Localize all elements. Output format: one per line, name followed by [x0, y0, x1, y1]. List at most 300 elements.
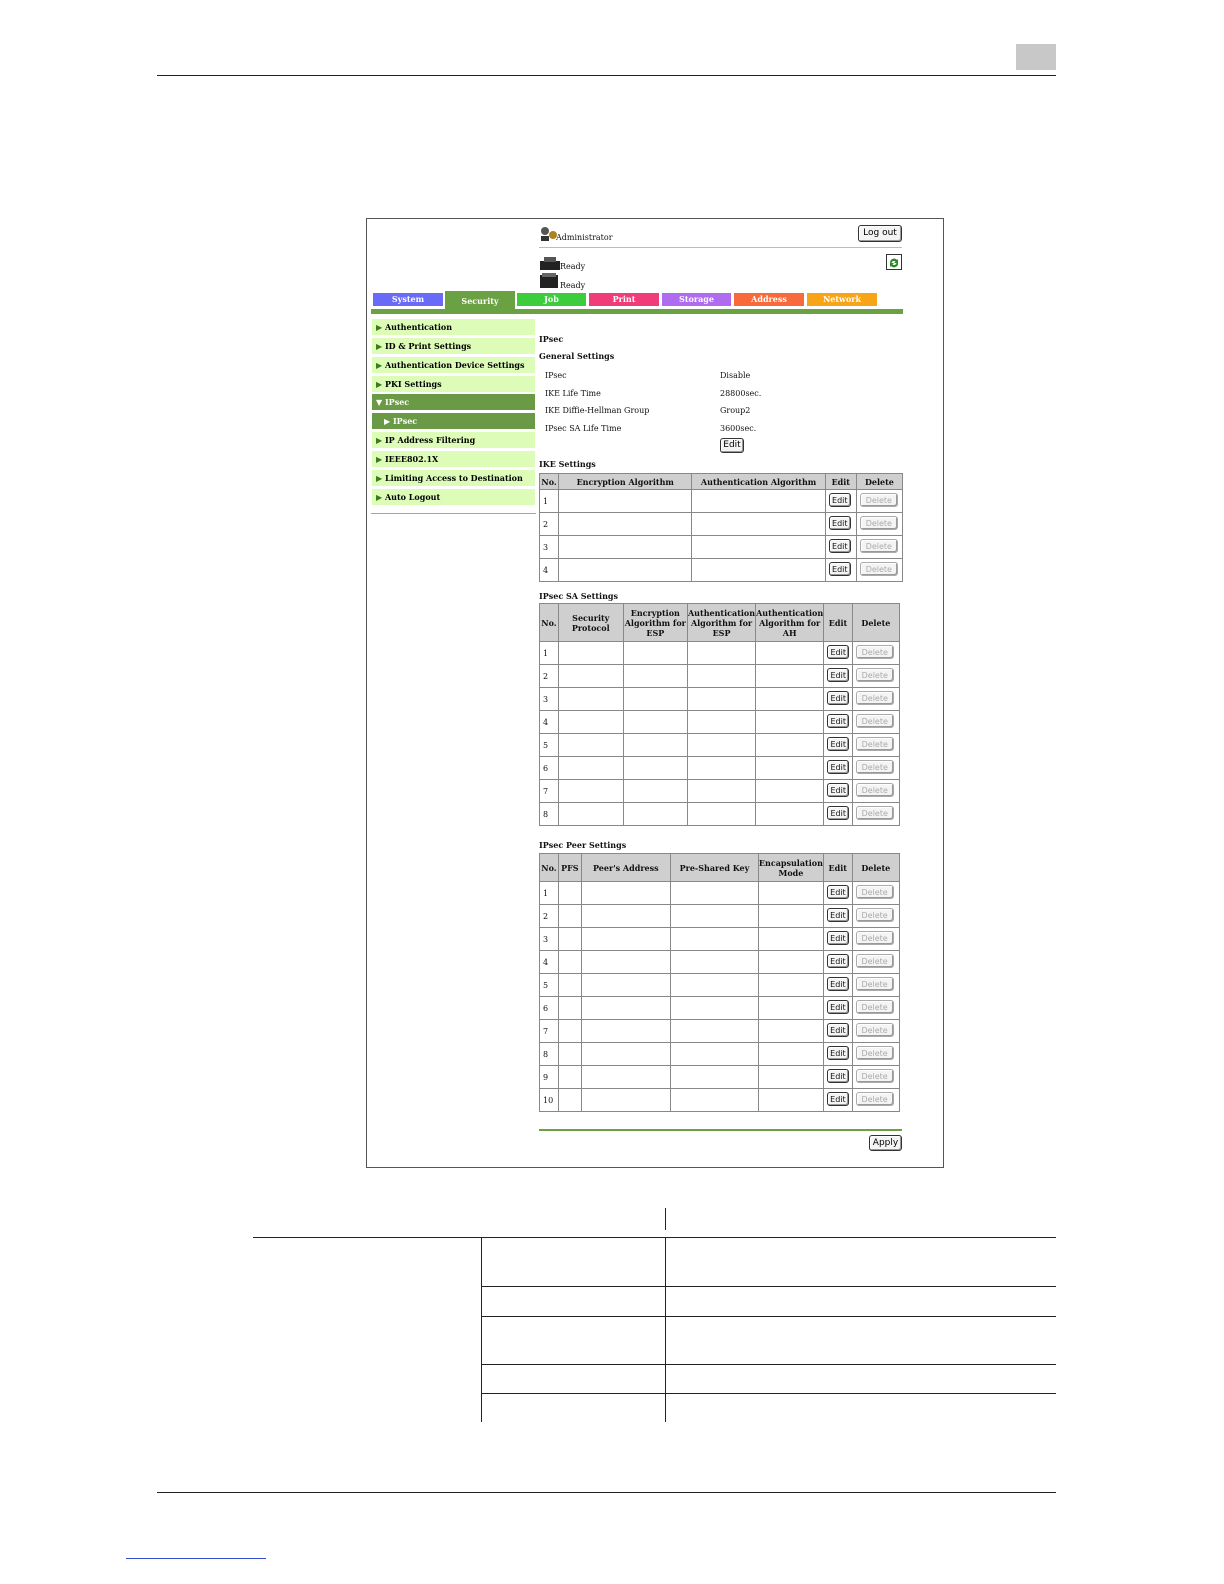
row-number: 3 [540, 928, 559, 951]
delete-cell [852, 1043, 899, 1066]
sidebar-item-label: IPsec [384, 397, 410, 407]
row-delete-button[interactable]: Delete [856, 714, 894, 728]
table-cell [756, 711, 824, 734]
general-settings-heading: General Settings [539, 351, 615, 361]
row-number: 6 [540, 757, 559, 780]
table-cell [687, 665, 755, 688]
ike-col-authentication: Authentication Algorithm [692, 474, 825, 490]
general-label-dh-group: IKE Diffie-Hellman Group [545, 406, 650, 415]
table-cell [558, 1043, 581, 1066]
row-delete-button[interactable]: Delete [860, 539, 898, 553]
table-cell [558, 928, 581, 951]
table-cell [756, 642, 824, 665]
triangle-right-icon: ▶ [376, 473, 385, 483]
delete-cell [852, 928, 899, 951]
table-row [540, 803, 900, 826]
row-number: 7 [540, 780, 559, 803]
table-row [540, 757, 900, 780]
edit-cell [825, 536, 856, 559]
table-row [540, 688, 900, 711]
row-delete-button[interactable]: Delete [860, 516, 898, 530]
table-cell [623, 757, 687, 780]
table-cell [558, 997, 581, 1020]
delete-cell [852, 905, 899, 928]
delete-cell [852, 1089, 899, 1112]
delete-cell [852, 665, 899, 688]
table-cell [758, 1089, 823, 1112]
table-cell [758, 905, 823, 928]
row-number: 3 [540, 688, 559, 711]
edit-cell [823, 1089, 852, 1112]
sidebar-item[interactable] [372, 470, 535, 486]
sidebar-item[interactable] [372, 319, 535, 335]
ike-settings-table [539, 473, 903, 582]
sidebar-bottom-rule [371, 513, 536, 514]
row-edit-button[interactable]: Edit [827, 954, 849, 968]
table-cell [558, 1066, 581, 1089]
table-row [540, 780, 900, 803]
refresh-icon[interactable] [886, 254, 902, 270]
table-cell [687, 688, 755, 711]
edit-cell [824, 642, 853, 665]
triangle-down-icon: ▼ [376, 397, 385, 407]
row-delete-button[interactable]: Delete [856, 977, 894, 991]
row-number: 3 [540, 536, 559, 559]
delete-cell [852, 974, 899, 997]
row-number: 8 [540, 803, 559, 826]
tab-print[interactable]: Print [589, 293, 659, 306]
table-cell [558, 882, 581, 905]
row-edit-button[interactable]: Edit [827, 908, 849, 922]
row-delete-button[interactable]: Delete [856, 1000, 894, 1014]
sidebar-item[interactable] [372, 432, 535, 448]
scanner-status: Ready [560, 281, 586, 290]
delete-cell [852, 711, 899, 734]
delete-cell [852, 951, 899, 974]
table-cell [623, 803, 687, 826]
ike-col-no: No. [540, 474, 559, 490]
edit-cell [824, 688, 853, 711]
row-edit-button[interactable]: Edit [827, 1046, 849, 1060]
table-cell [558, 1020, 581, 1043]
table-cell [623, 711, 687, 734]
row-delete-button[interactable]: Delete [856, 668, 894, 682]
table-cell [687, 803, 755, 826]
table-row [540, 642, 900, 665]
row-edit-button[interactable]: Edit [829, 516, 851, 530]
table-cell [687, 642, 755, 665]
manual-table-rule-4 [481, 1364, 1056, 1365]
table-cell [670, 1089, 758, 1112]
general-label-ike-life: IKE Life Time [545, 389, 601, 398]
user-label: Administrator [556, 233, 613, 242]
row-number: 6 [540, 997, 559, 1020]
general-edit-button[interactable]: Edit [720, 438, 744, 453]
row-delete-button[interactable]: Delete [860, 562, 898, 576]
tab-network[interactable]: Network [807, 293, 877, 306]
row-edit-button[interactable]: Edit [827, 931, 849, 945]
sidebar-item-label: Authentication Device Settings [384, 360, 525, 370]
table-cell [581, 1089, 670, 1112]
table-cell [581, 882, 670, 905]
footer-link-underline[interactable] [126, 1558, 266, 1559]
tab-address[interactable]: Address [734, 293, 804, 306]
table-cell [558, 711, 623, 734]
table-row [540, 882, 900, 905]
edit-cell [824, 757, 853, 780]
table-cell [581, 1020, 670, 1043]
row-number: 4 [540, 951, 559, 974]
edit-cell [824, 803, 853, 826]
manual-table-rule-1 [253, 1237, 1056, 1238]
general-value-sa-life: 3600sec. [720, 424, 757, 433]
table-row [540, 711, 900, 734]
sidebar-item[interactable] [372, 338, 535, 354]
table-cell [581, 905, 670, 928]
edit-cell [825, 490, 856, 513]
table-row [540, 1089, 900, 1112]
table-cell [758, 974, 823, 997]
scanner-icon [539, 273, 561, 289]
ike-col-delete: Delete [856, 474, 902, 490]
peer-col-psk: Pre-Shared Key [670, 854, 758, 882]
ike-col-edit: Edit [825, 474, 856, 490]
peer-col-edit: Edit [823, 854, 852, 882]
row-delete-button[interactable]: Delete [856, 885, 894, 899]
ike-col-encryption: Encryption Algorithm [559, 474, 692, 490]
delete-cell [852, 1020, 899, 1043]
printer-status: Ready [560, 262, 586, 271]
table-cell [558, 1089, 581, 1112]
table-cell [670, 905, 758, 928]
table-row [540, 1066, 900, 1089]
row-edit-button[interactable]: Edit [827, 1092, 849, 1106]
row-delete-button[interactable]: Delete [856, 1092, 894, 1106]
table-cell [581, 951, 670, 974]
table-row [540, 951, 900, 974]
table-cell [692, 536, 825, 559]
row-edit-button[interactable]: Edit [827, 668, 849, 682]
delete-cell [856, 536, 902, 559]
table-cell [758, 1043, 823, 1066]
table-cell [559, 490, 692, 513]
table-cell [670, 974, 758, 997]
row-edit-button[interactable]: Edit [827, 1023, 849, 1037]
table-cell [623, 665, 687, 688]
sidebar-item[interactable] [372, 451, 535, 467]
table-cell [581, 928, 670, 951]
row-delete-button[interactable]: Delete [856, 760, 894, 774]
sa-col-delete: Delete [852, 604, 899, 642]
manual-table-col-rule-2 [665, 1237, 666, 1422]
row-number: 2 [540, 513, 559, 536]
row-delete-button[interactable]: Delete [856, 1046, 894, 1060]
header-divider [539, 247, 902, 248]
table-cell [756, 803, 824, 826]
table-cell [581, 997, 670, 1020]
triangle-right-icon: ▶ [376, 379, 385, 389]
ike-settings-heading: IKE Settings [539, 459, 596, 469]
table-cell [670, 1020, 758, 1043]
manual-table-rule-3 [481, 1316, 1056, 1317]
row-number: 2 [540, 665, 559, 688]
table-cell [670, 951, 758, 974]
row-number: 4 [540, 711, 559, 734]
edit-cell [824, 665, 853, 688]
delete-cell [852, 757, 899, 780]
table-cell [692, 513, 825, 536]
row-edit-button[interactable]: Edit [827, 885, 849, 899]
table-cell [558, 951, 581, 974]
delete-cell [856, 490, 902, 513]
footer-rule [157, 1492, 1056, 1493]
table-cell [756, 688, 824, 711]
row-edit-button[interactable]: Edit [827, 977, 849, 991]
peer-col-pfs: PFS [558, 854, 581, 882]
table-row [540, 974, 900, 997]
table-cell [670, 997, 758, 1020]
row-number: 4 [540, 559, 559, 582]
sidebar-item[interactable] [372, 489, 535, 505]
sidebar-item-label: Limiting Access to Destination [384, 473, 523, 483]
table-row [540, 513, 903, 536]
table-cell [670, 1043, 758, 1066]
sidebar-item-label: IEEE802.1X [384, 454, 439, 464]
sidebar-item[interactable] [372, 394, 535, 410]
row-edit-button[interactable]: Edit [827, 806, 849, 820]
manual-table-header-divider [665, 1208, 666, 1230]
edit-cell [824, 734, 853, 757]
table-cell [758, 882, 823, 905]
table-cell [692, 559, 825, 582]
footer-divider [539, 1129, 902, 1131]
peer-col-no: No. [540, 854, 559, 882]
table-cell [756, 734, 824, 757]
tab-underline-bar [371, 309, 903, 314]
triangle-right-icon: ▶ [376, 341, 385, 351]
table-cell [558, 780, 623, 803]
row-delete-button[interactable]: Delete [856, 931, 894, 945]
row-edit-button[interactable]: Edit [829, 562, 851, 576]
row-number: 1 [540, 490, 559, 513]
tab-job[interactable]: Job [517, 293, 586, 306]
row-number: 10 [540, 1089, 559, 1112]
table-cell [692, 490, 825, 513]
delete-cell [852, 997, 899, 1020]
delete-cell [852, 734, 899, 757]
table-cell [623, 688, 687, 711]
sa-col-edit: Edit [824, 604, 853, 642]
edit-cell [825, 513, 856, 536]
edit-cell [823, 882, 852, 905]
delete-cell [852, 780, 899, 803]
sidebar-item-label: IP Address Filtering [384, 435, 476, 445]
table-cell [623, 780, 687, 803]
row-edit-button[interactable]: Edit [827, 1069, 849, 1083]
triangle-right-icon: ▶ [376, 492, 385, 502]
general-label-ipsec: IPsec [545, 371, 567, 380]
table-cell [558, 642, 623, 665]
row-edit-button[interactable]: Edit [827, 783, 849, 797]
triangle-right-icon: ▶ [376, 322, 385, 332]
table-row [540, 536, 903, 559]
edit-cell [823, 974, 852, 997]
table-cell [758, 928, 823, 951]
row-edit-button[interactable]: Edit [827, 645, 849, 659]
row-delete-button[interactable]: Delete [856, 645, 894, 659]
peer-col-encap: Encapsulation Mode [758, 854, 823, 882]
row-number: 2 [540, 905, 559, 928]
sidebar-item[interactable] [372, 413, 535, 429]
row-edit-button[interactable]: Edit [827, 1000, 849, 1014]
tab-system[interactable]: System [373, 293, 443, 306]
row-number: 5 [540, 974, 559, 997]
row-edit-button[interactable]: Edit [829, 539, 851, 553]
table-cell [558, 974, 581, 997]
sidebar-item-label: Auto Logout [384, 492, 441, 502]
table-cell [559, 513, 692, 536]
table-row [540, 905, 900, 928]
edit-cell [823, 997, 852, 1020]
edit-cell [823, 1066, 852, 1089]
edit-cell [823, 1043, 852, 1066]
row-delete-button[interactable]: Delete [856, 1023, 894, 1037]
row-edit-button[interactable]: Edit [827, 737, 849, 751]
row-delete-button[interactable]: Delete [856, 691, 894, 705]
delete-cell [852, 882, 899, 905]
table-cell [559, 536, 692, 559]
table-cell [558, 688, 623, 711]
edit-cell [823, 1020, 852, 1043]
manual-table-col-rule-1 [481, 1237, 482, 1422]
tab-storage[interactable]: Storage [662, 293, 731, 306]
table-cell [687, 780, 755, 803]
table-cell [758, 1020, 823, 1043]
row-edit-button[interactable]: Edit [827, 691, 849, 705]
sidebar-item-label: ID & Print Settings [384, 341, 472, 351]
delete-cell [856, 513, 902, 536]
table-cell [687, 734, 755, 757]
table-cell [670, 928, 758, 951]
tab-security[interactable]: Security [445, 291, 515, 309]
sa-col-protocol: Security Protocol [558, 604, 623, 642]
peer-settings-table [539, 853, 900, 1112]
triangle-right-icon: ▶ [384, 416, 393, 426]
sa-col-auth-ah: Authentication Algorithm for AH [756, 604, 824, 642]
row-edit-button[interactable]: Edit [829, 493, 851, 507]
table-cell [581, 974, 670, 997]
edit-cell [825, 559, 856, 582]
table-cell [687, 711, 755, 734]
edit-cell [824, 780, 853, 803]
apply-button[interactable]: Apply [869, 1135, 902, 1151]
table-cell [758, 997, 823, 1020]
sa-settings-heading: IPsec SA Settings [539, 591, 618, 601]
row-number: 1 [540, 882, 559, 905]
table-cell [558, 905, 581, 928]
table-cell [758, 1066, 823, 1089]
sidebar-item-label: PKI Settings [384, 379, 442, 389]
row-delete-button[interactable]: Delete [856, 908, 894, 922]
delete-cell [852, 642, 899, 665]
row-number: 9 [540, 1066, 559, 1089]
delete-cell [852, 1066, 899, 1089]
sidebar-item[interactable] [372, 357, 535, 373]
row-delete-button[interactable]: Delete [856, 783, 894, 797]
table-row [540, 1043, 900, 1066]
table-row [540, 997, 900, 1020]
page-title: IPsec [539, 334, 564, 344]
table-row [540, 559, 903, 582]
row-delete-button[interactable]: Delete [856, 954, 894, 968]
delete-cell [852, 688, 899, 711]
manual-table-rule-2 [481, 1286, 1056, 1287]
peer-col-delete: Delete [852, 854, 899, 882]
table-cell [758, 951, 823, 974]
edit-cell [823, 951, 852, 974]
sidebar-item[interactable] [372, 376, 535, 392]
delete-cell [856, 559, 902, 582]
edit-cell [823, 905, 852, 928]
row-number: 5 [540, 734, 559, 757]
row-delete-button[interactable]: Delete [860, 493, 898, 507]
row-edit-button[interactable]: Edit [827, 714, 849, 728]
table-row [540, 928, 900, 951]
header-rule [157, 75, 1056, 76]
table-cell [558, 757, 623, 780]
table-cell [559, 559, 692, 582]
manual-table-rule-5 [481, 1393, 1056, 1394]
table-cell [581, 1066, 670, 1089]
peer-settings-heading: IPsec Peer Settings [539, 840, 627, 850]
table-row [540, 490, 903, 513]
logout-button[interactable]: Log out [858, 225, 902, 242]
row-edit-button[interactable]: Edit [827, 760, 849, 774]
table-cell [756, 757, 824, 780]
general-value-ipsec: Disable [720, 371, 751, 380]
table-row [540, 734, 900, 757]
printer-icon [539, 256, 561, 270]
sa-col-no: No. [540, 604, 559, 642]
peer-col-address: Peer's Address [581, 854, 670, 882]
row-delete-button[interactable]: Delete [856, 1069, 894, 1083]
row-number: 1 [540, 642, 559, 665]
table-cell [623, 734, 687, 757]
table-cell [558, 734, 623, 757]
table-cell [581, 1043, 670, 1066]
table-row [540, 1020, 900, 1043]
row-delete-button[interactable]: Delete [856, 737, 894, 751]
delete-cell [852, 803, 899, 826]
sa-settings-table [539, 603, 900, 826]
edit-cell [823, 928, 852, 951]
sa-col-enc-esp: Encryption Algorithm for ESP [623, 604, 687, 642]
row-number: 8 [540, 1043, 559, 1066]
table-cell [687, 757, 755, 780]
table-cell [670, 1066, 758, 1089]
row-number: 7 [540, 1020, 559, 1043]
row-delete-button[interactable]: Delete [856, 806, 894, 820]
sa-col-auth-esp: Authentication Algorithm for ESP [687, 604, 755, 642]
triangle-right-icon: ▶ [376, 360, 385, 370]
sidebar-item-label: IPsec [392, 416, 418, 426]
sidebar-item-label: Authentication [384, 322, 453, 332]
table-row [540, 665, 900, 688]
table-cell [558, 665, 623, 688]
general-label-sa-life: IPsec SA Life Time [545, 424, 622, 433]
page-number-badge [1016, 44, 1056, 70]
table-cell [756, 665, 824, 688]
